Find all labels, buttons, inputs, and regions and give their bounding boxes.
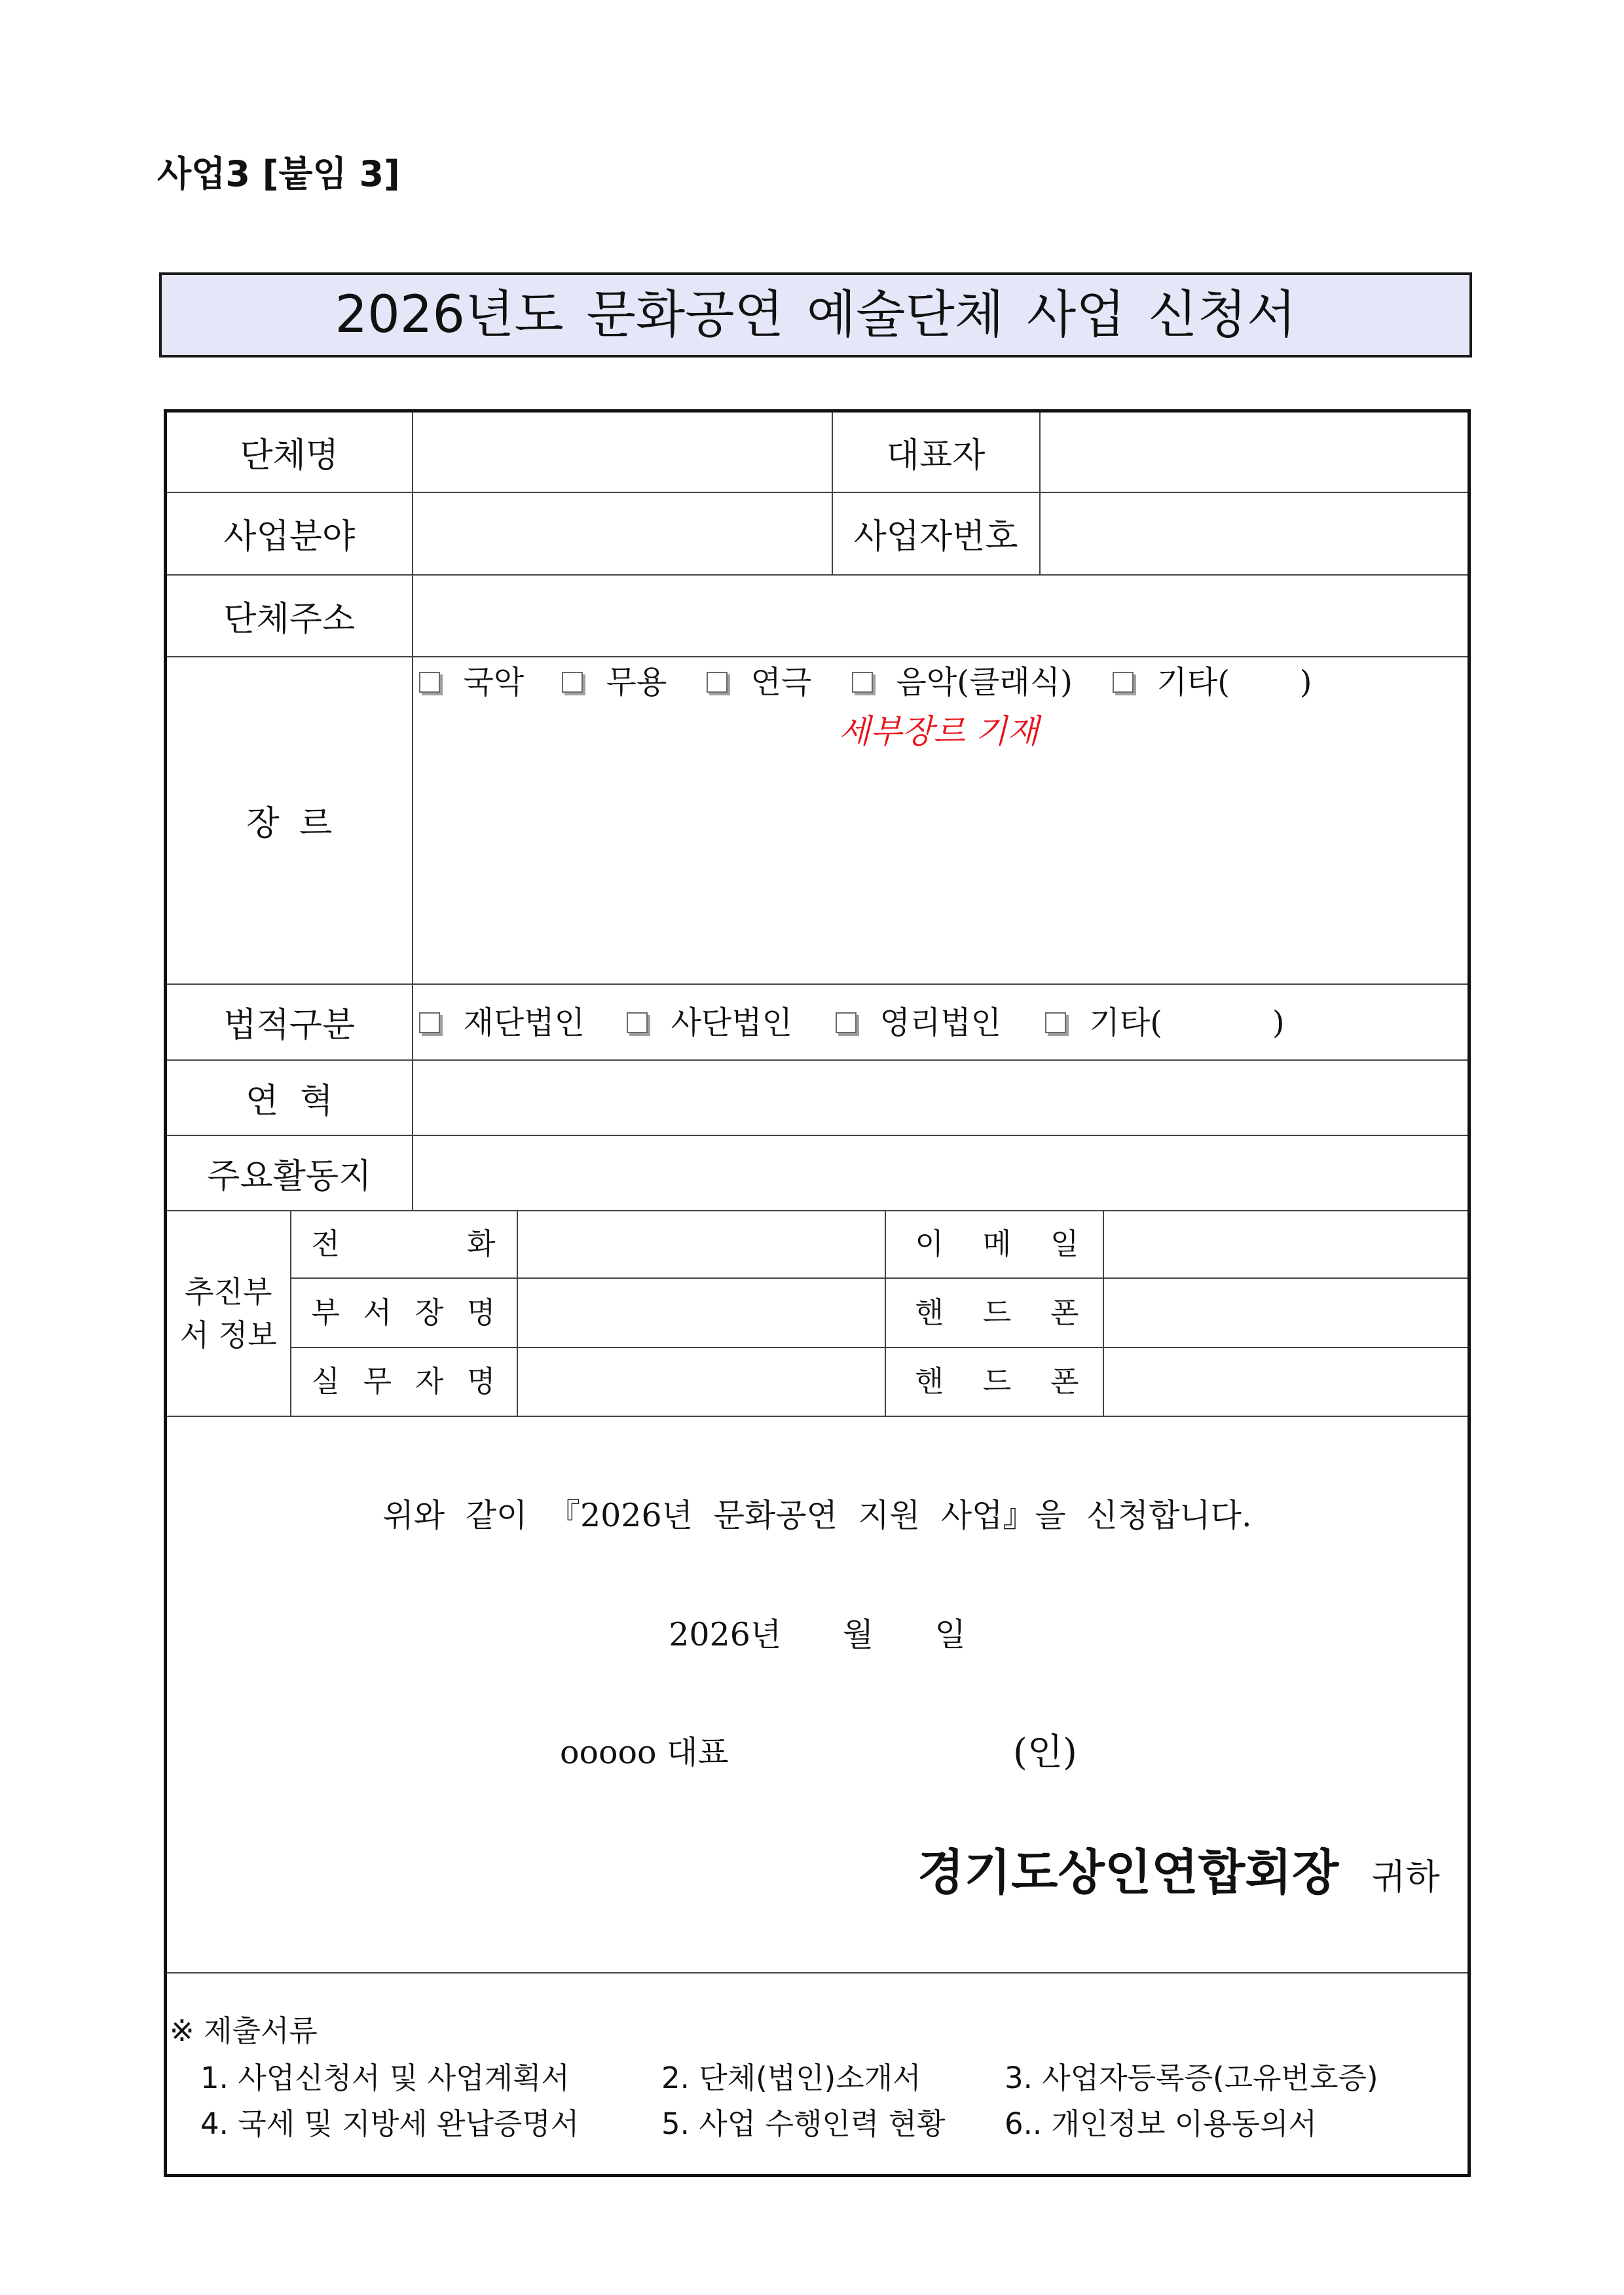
representative-field[interactable] — [1040, 411, 1469, 492]
checkbox[interactable] — [707, 672, 728, 693]
dept-staff-mobile-label-cell — [885, 1348, 1103, 1416]
dept-phone-field[interactable] — [517, 1211, 885, 1278]
history-label: 연 혁 — [166, 1060, 413, 1135]
main-venue-field[interactable] — [413, 1135, 1469, 1211]
dept-head-name-label-cell — [291, 1278, 517, 1348]
genre-option-label: 국악 — [463, 663, 525, 701]
row-org-name — [166, 411, 1469, 492]
business-number-label: 사업자번호 — [832, 492, 1040, 575]
document-item: 3. 사업자등록증(고유번호증) — [1005, 2060, 1378, 2095]
title-box — [159, 272, 1472, 358]
genre-option-theater[interactable] — [707, 663, 812, 701]
checkbox[interactable] — [419, 672, 440, 693]
checkbox[interactable] — [1045, 1012, 1066, 1033]
dept-phone-label-cell — [291, 1211, 517, 1278]
checkbox[interactable] — [1113, 672, 1134, 693]
department-info-label-line: 서 정보 — [179, 1317, 277, 1353]
genre-label: 장 르 — [166, 657, 413, 984]
dept-staff-name-field[interactable] — [517, 1348, 885, 1416]
document-item: 4. 국세 및 지방세 완납증명서 — [200, 2106, 580, 2141]
declaration-cell — [166, 1416, 1469, 1973]
row-documents — [166, 1973, 1469, 2176]
declaration-date: 2026년 월 일 — [669, 1615, 966, 1653]
genre-option-dance[interactable] — [562, 663, 667, 701]
dept-staff-name-label: 실 무 자 명 — [311, 1364, 496, 1399]
document-item: 5. 사업 수행인력 현황 — [661, 2106, 946, 2141]
department-info-label-line: 추진부 — [185, 1274, 272, 1310]
representative-label: 대표자 — [832, 411, 1040, 492]
genre-cell — [413, 657, 1469, 984]
form-title: 2026년도 문화공연 예술단체 사업 신청서 — [335, 285, 1297, 344]
row-org-address — [166, 575, 1469, 657]
checkbox[interactable] — [419, 1012, 440, 1033]
documents-cell — [166, 1973, 1469, 2176]
row-history — [166, 1060, 1469, 1135]
recipient-line — [917, 1841, 1440, 1909]
row-declaration — [166, 1416, 1469, 1973]
business-field-field[interactable] — [413, 492, 832, 575]
seal-mark: (인) — [1013, 1731, 1077, 1774]
genre-option-gugak[interactable] — [419, 663, 525, 701]
declaration-signer: ooooo 대표 — [560, 1733, 729, 1771]
dept-head-name-label: 부 서 장 명 — [311, 1294, 496, 1330]
legal-option-label: 기타( ) — [1089, 1004, 1285, 1041]
row-genre — [166, 657, 1469, 984]
attachment-label: 사업3 [붙임 3] — [157, 153, 400, 194]
dept-staff-mobile-field[interactable] — [1103, 1348, 1469, 1416]
main-venue-label: 주요활동지 — [166, 1135, 413, 1211]
application-form-table — [164, 409, 1471, 2177]
row-dept-phone — [166, 1211, 1469, 1278]
row-business-field — [166, 492, 1469, 575]
dept-head-mobile-label-cell — [885, 1278, 1103, 1348]
dept-head-mobile-label: 핸 드 폰 — [915, 1294, 1079, 1330]
genre-option-music[interactable] — [852, 663, 1073, 701]
legal-option-foundation[interactable] — [419, 1004, 585, 1042]
document-item: 2. 단체(법인)소개서 — [661, 2060, 921, 2095]
history-field[interactable] — [413, 1060, 1469, 1135]
dept-email-label: 이 메 일 — [915, 1226, 1079, 1261]
genre-option-label: 연극 — [750, 663, 812, 701]
checkbox[interactable] — [627, 1012, 648, 1033]
genre-option-label: 음악(클래식) — [896, 663, 1073, 701]
row-dept-head — [166, 1278, 1469, 1348]
dept-phone-label: 전 화 — [311, 1226, 496, 1261]
document-item: 1. 사업신청서 및 사업계획서 — [200, 2060, 570, 2095]
org-address-field[interactable] — [413, 575, 1469, 657]
org-name-label: 단체명 — [166, 411, 413, 492]
row-dept-staff — [166, 1348, 1469, 1416]
genre-option-other[interactable] — [1113, 663, 1312, 701]
row-main-venue — [166, 1135, 1469, 1211]
legal-option-label: 재단법인 — [463, 1004, 585, 1041]
genre-option-label: 무용 — [606, 663, 667, 701]
checkbox[interactable] — [852, 672, 873, 693]
genre-detail-note: 세부장르 기재 — [838, 712, 1039, 750]
legal-type-label: 법적구분 — [166, 984, 413, 1060]
legal-option-other[interactable] — [1045, 1004, 1285, 1042]
document-item: 6.. 개인정보 이용동의서 — [1005, 2106, 1318, 2141]
dept-head-mobile-field[interactable] — [1103, 1278, 1469, 1348]
legal-option-association[interactable] — [627, 1004, 792, 1042]
dept-staff-name-label-cell — [291, 1348, 517, 1416]
genre-option-label: 기타( ) — [1156, 663, 1312, 701]
business-field-label: 사업분야 — [166, 492, 413, 575]
recipient-name: 경기도상인연합회장 — [917, 1844, 1339, 1901]
org-address-label: 단체주소 — [166, 575, 413, 657]
checkbox[interactable] — [562, 672, 583, 693]
documents-heading: ※ 제출서류 — [170, 2013, 318, 2048]
legal-type-cell — [413, 984, 1469, 1060]
dept-email-field[interactable] — [1103, 1211, 1469, 1278]
declaration-statement: 위와 같이 『2026년 문화공연 지원 사업』을 신청합니다. — [382, 1496, 1252, 1534]
checkbox[interactable] — [836, 1012, 857, 1033]
dept-head-name-field[interactable] — [517, 1278, 885, 1348]
dept-staff-mobile-label: 핸 드 폰 — [915, 1364, 1079, 1399]
recipient-honorific: 귀하 — [1371, 1856, 1440, 1898]
legal-option-for-profit[interactable] — [836, 1004, 1001, 1042]
dept-email-label-cell — [885, 1211, 1103, 1278]
legal-option-label: 영리법인 — [879, 1004, 1001, 1041]
department-info-label — [166, 1211, 291, 1416]
legal-option-label: 사단법인 — [671, 1004, 792, 1041]
business-number-field[interactable] — [1040, 492, 1469, 575]
org-name-field[interactable] — [413, 411, 832, 492]
row-legal-type — [166, 984, 1469, 1060]
